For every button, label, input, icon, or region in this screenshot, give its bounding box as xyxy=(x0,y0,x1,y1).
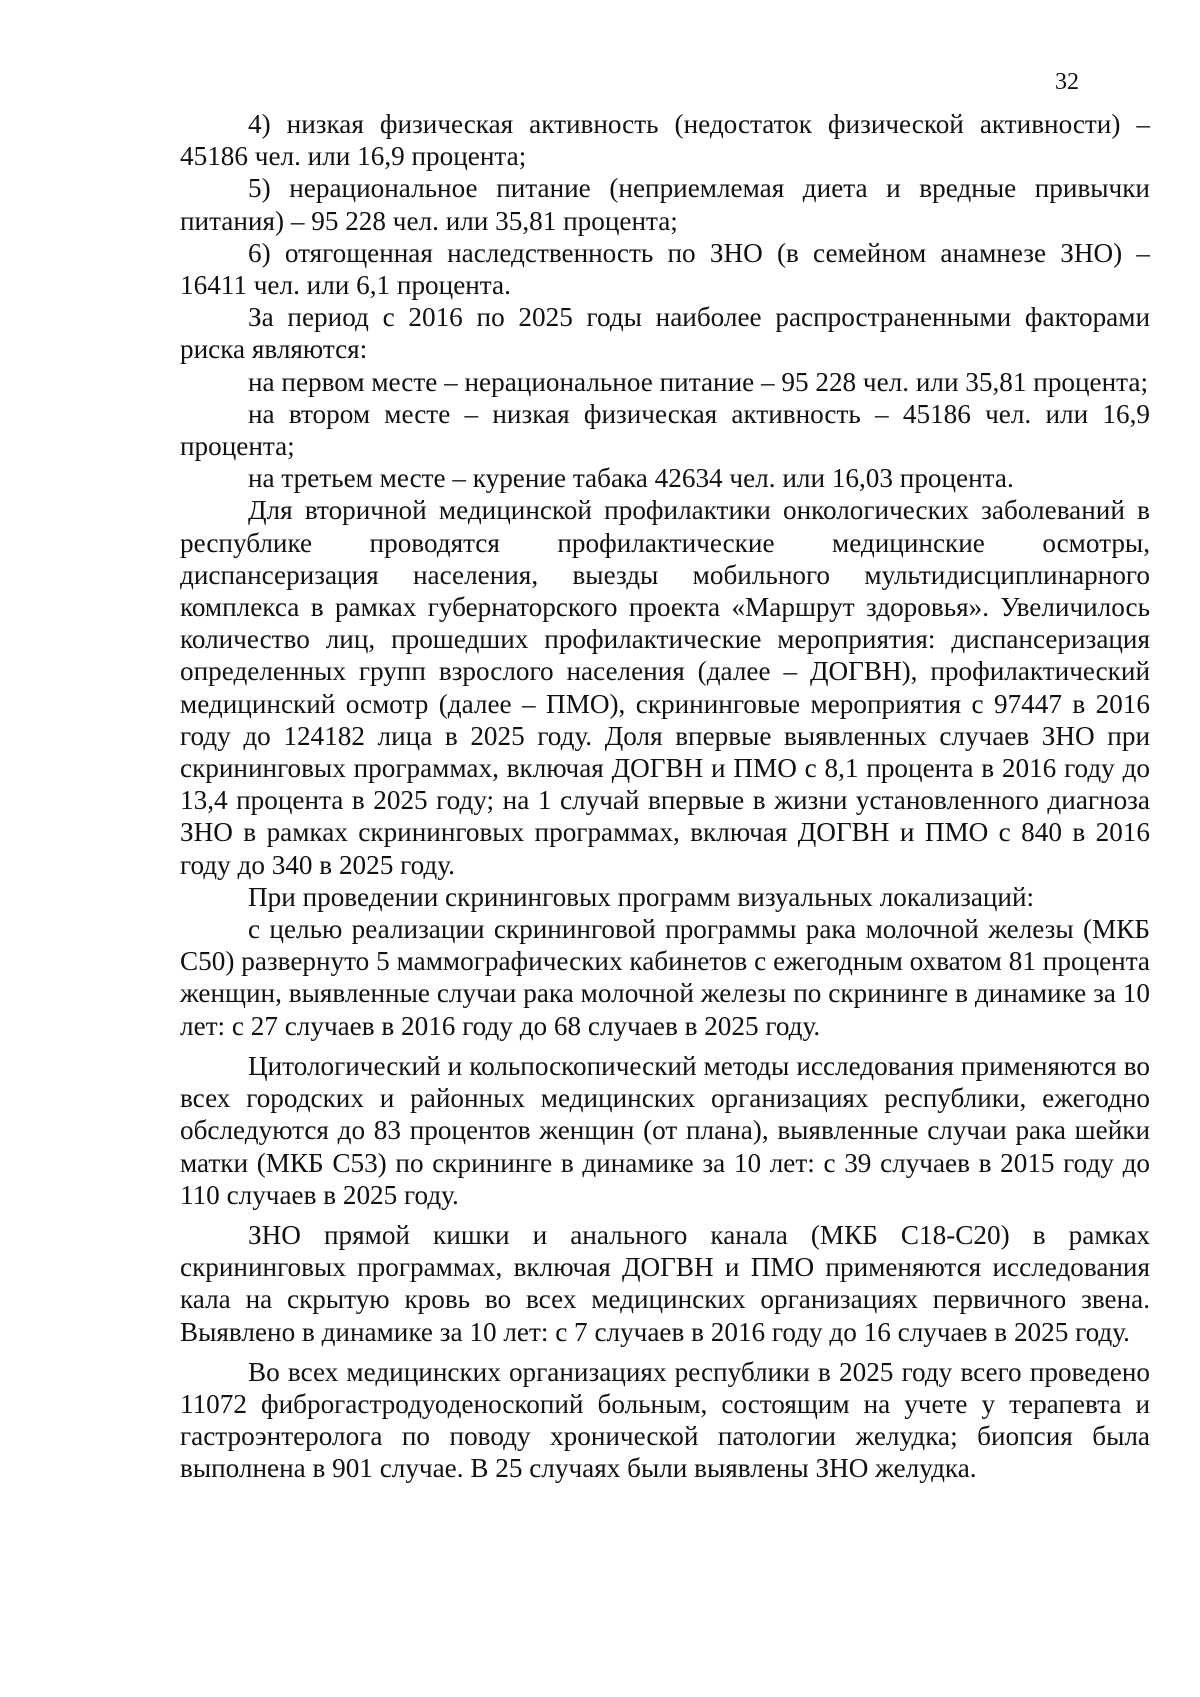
paragraph-colorectal-cancer-screening: ЗНО прямой кишки и анального канала (МКБ С18-С20) в рамках скрининговых программах, включая ДОГВН и ПМО применяются исследования кала на скрытую кровь во всех медицинских организациях первичного звена. Выявлено в динамике за 10 лет: с 7 случаев в 2016 году до 16 случаев в 2025 году. xyxy=(180,1219,1150,1347)
paragraph-second-place: на втором месте – низкая физическая активность – 45186 чел. или 16,9 процента; xyxy=(180,398,1150,462)
paragraph-hereditary-burden: 6) отягощенная наследственность по ЗНО (в семейном анамнезе ЗНО) – 16411 чел. или 6,1 процента. xyxy=(180,237,1150,301)
document-body xyxy=(180,108,1150,1485)
paragraph-first-place: на первом месте – нерациональное питание – 95 228 чел. или 35,81 процента; xyxy=(248,366,1149,397)
paragraph-secondary-prevention: Для вторичной медицинской профилактики онкологических заболеваний в республике проводятся профилактические медицинские осмотры, диспансеризация населения, выезды мобильного мультидисциплинарного комплекса в рамках губернаторского проекта «Маршрут здоровья». Увеличилось количество лиц, прошедших профилактические мероприятия: диспансеризация определенных групп взрослого населения (далее – ДОГВН), профилактический медицинский осмотр (далее – ПМО), скрининговые мероприятия с 97447 в 2016 году до 124182 лица в 2025 году. Доля впервые выявленных случаев ЗНО при скрининговых программах, включая ДОГВН и ПМО с 8,1 процента в 2016 году до 13,4 процента в 2025 году; на 1 случай впервые в жизни установленного диагноза ЗНО в рамках скрининговых программах, включая ДОГВН и ПМО с 840 в 2016 году до 340 в 2025 году. xyxy=(180,495,1150,880)
paragraph-third-place: на третьем месте – курение табака 42634 чел. или 16,03 процента. xyxy=(248,463,1014,494)
paragraph-breast-cancer-screening: с целью реализации скрининговой программы рака молочной железы (МКБ С50) развернуто 5 маммографических кабинетов с ежегодным охватом 81 процента женщин, выявленные случаи рака молочной железы по скрининге в динамике за 10 лет: с 27 случаев в 2016 году до 68 случаев в 2025 году. xyxy=(180,914,1150,1041)
page-number: 32 xyxy=(1055,69,1079,95)
paragraph-gastric-cancer-screening: Во всех медицинских организациях республики в 2025 году всего проведено 11072 фиброгастродуоденоскопий больным, состоящим на учете у терапевта и гастроэнтеролога по поводу хронической патологии желудка; биопсия была выполнена в 901 случае. В 25 случаях были выявлены ЗНО желудка. xyxy=(180,1356,1150,1484)
paragraph-risk-factors-intro: За период с 2016 по 2025 годы наиболее распространенными факторами риска являются: xyxy=(180,302,1150,365)
paragraph-cervical-cancer-screening: Цитологический и кольпоскопический методы исследования применяются во всех городских и районных медицинских организациях республики, ежегодно обследуются до 83 процентов женщин (от плана), выявленные случаи рака шейки матки (МКБ С53) по скрининге в динамике за 10 лет: с 39 случаев в 2015 году до 110 случаев в 2025 году. xyxy=(180,1050,1150,1210)
paragraph-low-physical-activity: 4) низкая физическая активность (недостаток физической активности) – 45186 чел. или 16,9 процента; xyxy=(180,109,1150,172)
paragraph-visual-screening-intro: При проведении скрининговых программ визуальных локализаций: xyxy=(248,881,1035,912)
paragraph-irrational-nutrition: 5) нерациональное питание (неприемлемая диета и вредные привычки питания) – 95 228 чел. или 35,81 процента; xyxy=(180,173,1150,236)
